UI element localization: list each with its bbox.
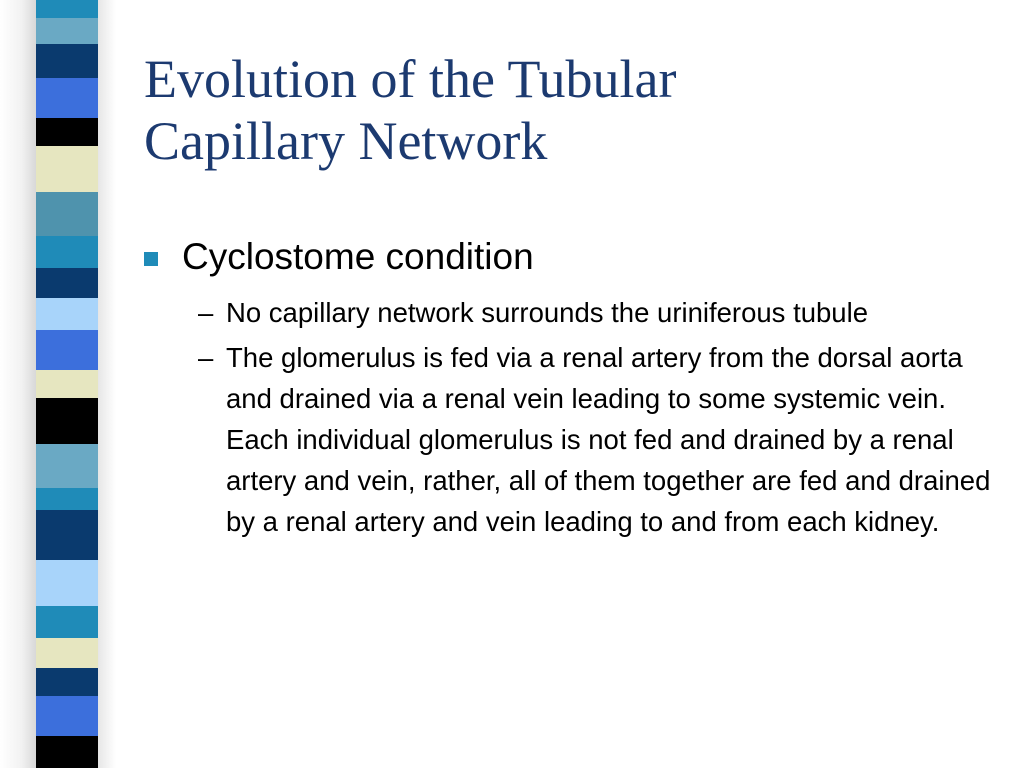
decorative-color-stripe: [36, 0, 98, 768]
stripe-block: [36, 118, 98, 146]
stripe-block: [36, 488, 98, 510]
dash-bullet: –: [198, 342, 214, 373]
stripe-block: [36, 0, 98, 18]
stripe-block: [36, 696, 98, 736]
stripe-block: [36, 146, 98, 192]
sub-bullet-item: [144, 292, 1006, 333]
square-bullet-icon: [144, 252, 158, 266]
stripe-block: [36, 44, 98, 78]
stripe-block: [36, 398, 98, 444]
stripe-block: [36, 606, 98, 638]
stripe-block: [36, 370, 98, 398]
stripe-block: [36, 78, 98, 118]
stripe-block: [36, 298, 98, 330]
stripe-block: [36, 668, 98, 696]
stripe-block: [36, 268, 98, 298]
stripe-block: [36, 192, 98, 236]
stripe-block: [36, 736, 98, 768]
stripe-block: [36, 330, 98, 370]
slide-title: [144, 48, 1004, 172]
stripe-block: [36, 560, 98, 606]
slide-body: [144, 232, 1004, 546]
decorative-edge-shade: [0, 0, 36, 768]
stripe-block: [36, 18, 98, 44]
stripe-block: [36, 444, 98, 488]
dash-bullet: –: [198, 297, 214, 328]
bullet-item: [144, 232, 1004, 282]
slide-title-line-2: Capillary Network: [144, 111, 548, 171]
stripe-block: [36, 638, 98, 668]
sub-bullet-text: The glomerulus is fed via a renal artery from the dorsal aorta and drained via a renal vein leading to some systemic vein. Each individual glomerulus is not fed and drained by a renal artery and vein, rather, all of them together are fed and drained by a renal artery and vein leading to and from each kidney.: [226, 342, 991, 537]
sub-bullet-text: No capillary network surrounds the uriniferous tubule: [226, 297, 868, 328]
sub-bullet-item: [144, 337, 1006, 542]
stripe-block: [36, 236, 98, 268]
stripe-block: [36, 510, 98, 560]
bullet-text: Cyclostome condition: [182, 236, 534, 277]
slide-title-line-1: Evolution of the Tubular: [144, 49, 677, 109]
